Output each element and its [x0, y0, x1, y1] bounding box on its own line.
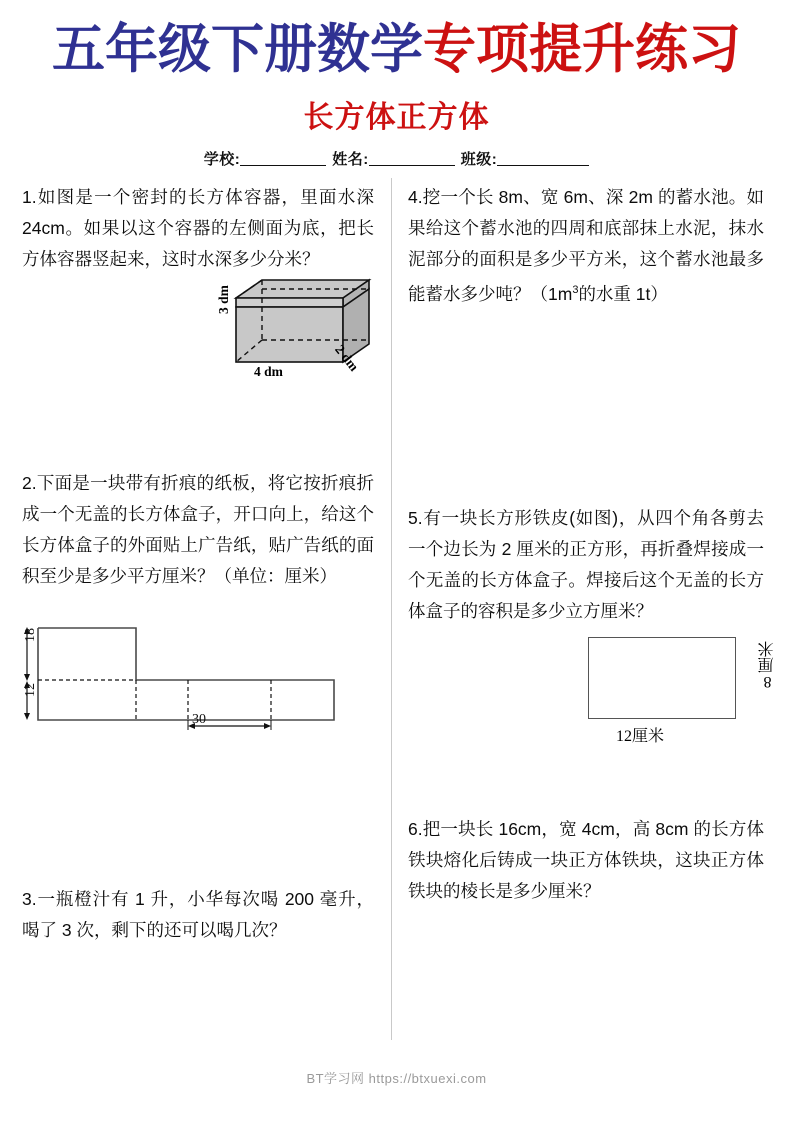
- page-subtitle: 长方体正方体: [303, 101, 490, 134]
- school-input[interactable]: [240, 150, 326, 166]
- school-label: 学校:: [203, 151, 241, 168]
- question-3-text: 3.一瓶橙汁有 1 升，小华每次喝 200 毫升，喝了 3 次，剩下的还可以喝几次？: [22, 889, 374, 940]
- name-input[interactable]: [369, 150, 455, 166]
- name-label: 姓名:: [332, 151, 369, 168]
- cuboid-figure: [214, 276, 390, 384]
- question-5-text: 5.有一块长方形铁皮(如图)，从四个角各剪去一个边长为 2 厘米的正方形，再折叠焊接成一个无盖的长方体盒子。焊接后这个无盖的长方体盒子的容积是多少立方厘米？: [408, 508, 764, 621]
- cuboid-label-length: 4 dm: [254, 364, 283, 379]
- net-label-width: 30: [192, 712, 206, 727]
- cuboid-label-height: 3 dm: [216, 285, 231, 314]
- cuboid-svg: [214, 276, 390, 384]
- rectangle-figure: [588, 637, 776, 749]
- question-2-text: 2.下面是一块带有折痕的纸板，将它按折痕折成一个无盖的长方体盒子，开口向上，给这个长方体盒子的外面贴上广告纸，贴广告纸的面积至少是多少平方厘米？（单位：厘米）: [22, 473, 374, 586]
- rectangle-label-height: 8厘米: [759, 641, 776, 690]
- student-info-line: [0, 148, 793, 169]
- page-title: [0, 22, 793, 78]
- rectangle-shape: [588, 637, 736, 719]
- cuboid-label-depth: 2 dm: [332, 342, 362, 375]
- net-label-upper-height: 18: [23, 628, 38, 642]
- title-blue-part: 五年级下册数学: [52, 20, 423, 79]
- question-4-part1: 4.挖一个长 8m、宽 6m、深 2m 的蓄水池。如果给这个蓄水池的四周和底部抹上水泥，抹水泥部分的面积是多少平方米，这个蓄水池最多能蓄水多少吨？（1m: [408, 187, 764, 304]
- net-svg: [16, 622, 356, 734]
- class-input[interactable]: [497, 150, 589, 166]
- rectangle-label-width: 12厘米: [616, 728, 665, 745]
- question-1-text: 1.如图是一个密封的长方体容器，里面水深 24cm。如果以这个容器的左侧面为底，把长方体容器竖起来，这时水深多少分米？: [22, 187, 374, 269]
- question-6-text: 6.把一块长 16cm，宽 4cm，高 8cm 的长方体铁块熔化后铸成一块正方体铁块，这块正方体铁块的棱长是多少厘米？: [408, 819, 764, 901]
- class-label: 班级:: [460, 151, 498, 168]
- net-figure: [16, 622, 356, 734]
- question-4-part2: 的水重 1t）: [578, 283, 668, 304]
- question-4-text: [408, 182, 764, 310]
- column-divider: [391, 178, 392, 1040]
- footer-watermark: BT学习网 https://btxuexi.com: [306, 1071, 487, 1086]
- title-red-part: 专项提升练习: [423, 20, 741, 79]
- question-4-superscript: 3: [572, 284, 579, 296]
- net-label-lower-height: 12: [23, 683, 38, 697]
